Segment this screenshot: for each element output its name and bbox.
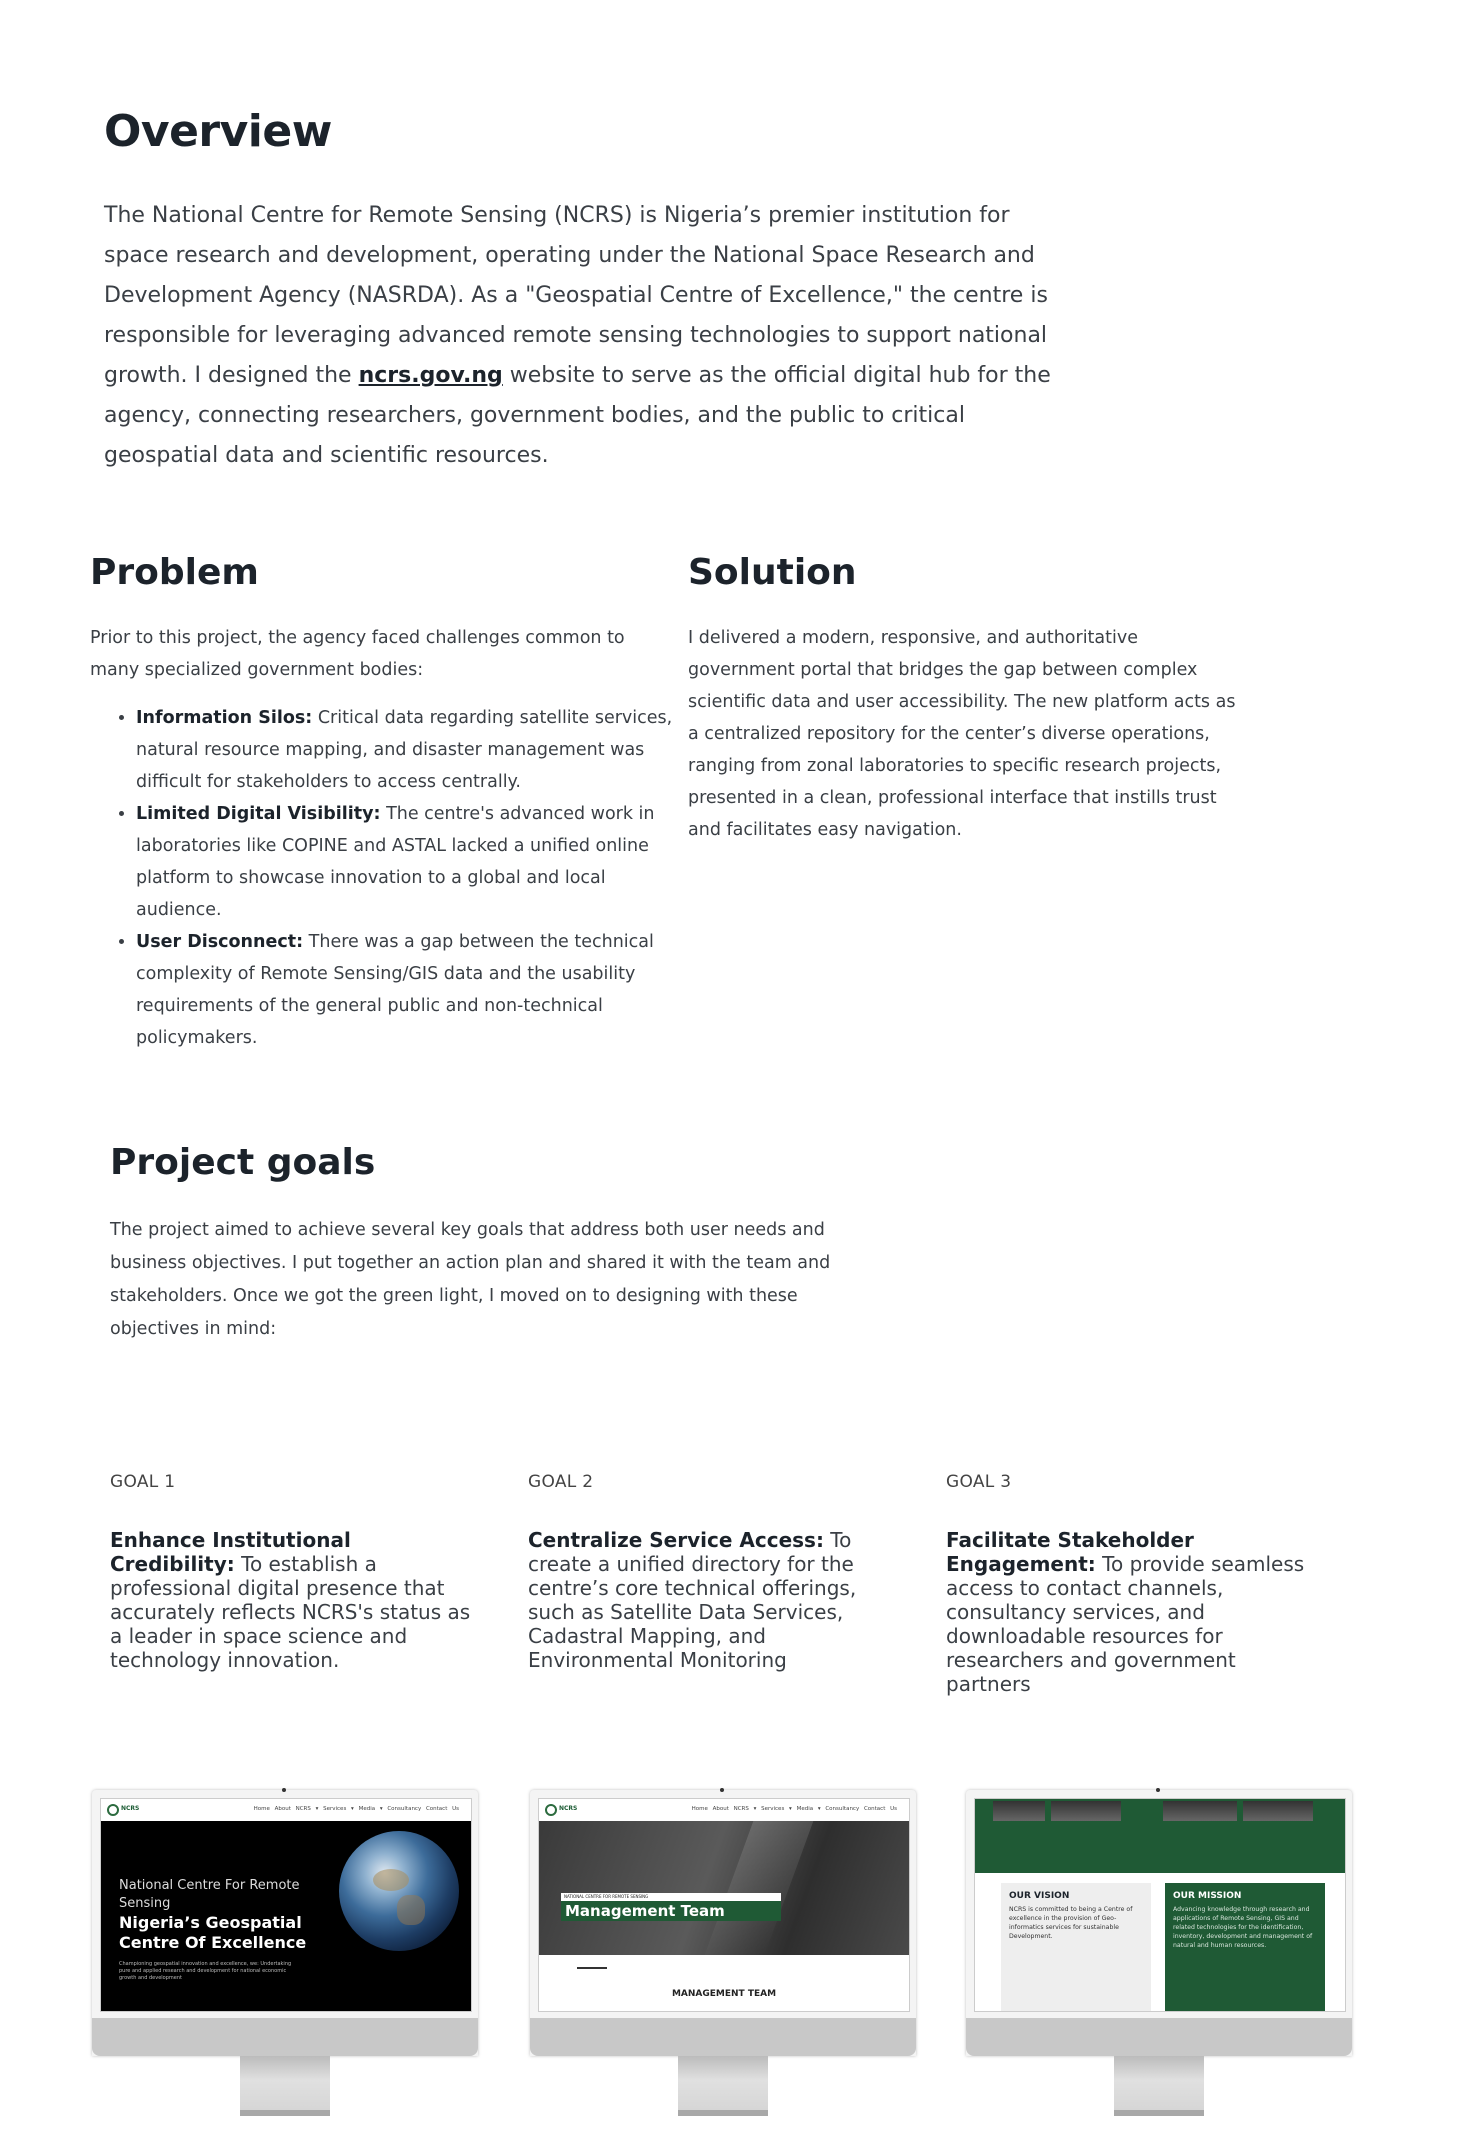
- problem-title: Problem: [90, 552, 259, 593]
- vision-card: [1001, 1883, 1151, 2011]
- overview-title: Overview: [104, 106, 332, 157]
- goal-2-text: [528, 1528, 898, 1672]
- earth-image: [339, 1831, 459, 1951]
- hero-section: [539, 1821, 909, 1955]
- hero-kicker: National Centre For Remote Sensing: [119, 1878, 300, 1911]
- monitor-mockup-vision-mission: [966, 1790, 1352, 2120]
- monitor-stand: [1114, 2056, 1204, 2116]
- logo-text: NCRS: [559, 1805, 578, 1812]
- problem-intro: Prior to this project, the agency faced challenges common to many specialized government bodies:: [90, 628, 625, 680]
- project-goals-title: Project goals: [110, 1142, 376, 1183]
- photo-thumb: [993, 1801, 1045, 1821]
- problem-term: User Disconnect:: [136, 932, 304, 952]
- vision-title: OUR VISION: [1009, 1891, 1070, 1901]
- problem-text: The centre's advanced work in laboratories like COPINE and ASTAL lacked a unified online platform to showcase innovation to a global and local audience.: [136, 804, 655, 920]
- overview-text: [104, 196, 1064, 476]
- goal-desc: To provide seamless access to contact channels, consultancy services, and downloadable resources for researchers and government partners: [946, 1552, 1305, 1696]
- problem-list: [110, 702, 676, 1054]
- mission-card: [1165, 1883, 1325, 2011]
- goal-term: Enhance Institutional Credibility:: [110, 1528, 351, 1576]
- monitor-stand: [678, 2056, 768, 2116]
- monitor-chin: [92, 2018, 478, 2056]
- goal-1-label: GOAL 1: [110, 1472, 176, 1492]
- goal-1-text: [110, 1528, 480, 1672]
- monitor-mockup-management: [530, 1790, 916, 2120]
- ncrs-logo-icon: [107, 1804, 119, 1816]
- photo-thumb: [1243, 1801, 1313, 1821]
- camera-dot: [1156, 1788, 1160, 1792]
- goal-2-label: GOAL 2: [528, 1472, 594, 1492]
- list-item: [136, 702, 676, 798]
- goal-desc: To create a unified directory for the centre’s core technical offerings, such as Satellite Data Services, Cadastral Mapping, and Environmental Monitoring: [528, 1528, 857, 1672]
- mission-title: OUR MISSION: [1173, 1891, 1242, 1901]
- divider: [577, 1967, 607, 1969]
- hero-section: [101, 1821, 471, 2011]
- solution-title: Solution: [688, 552, 857, 593]
- project-goals-text: The project aimed to achieve several key goals that address both user needs and business objectives. I put together an action plan and shared it with the team and stakeholders. Once we got the green light, I moved on to designing with these objectives in mind:: [110, 1220, 831, 1339]
- monitor-screen: [538, 1798, 910, 2012]
- solution-text: I delivered a modern, responsive, and authoritative government portal that bridges the gap between complex scientific data and user accessibility. The new platform acts as a centralized repository for the center’s diverse operations, ranging from zonal laboratories to specific research projects, presented in a clean, professional interface that instills trust and facilitates easy navigation.: [688, 628, 1236, 840]
- hero-eyebrow: NATIONAL CENTRE FOR REMOTE SENSING: [561, 1893, 781, 1901]
- list-item: [136, 798, 676, 926]
- ncrs-logo-icon: [545, 1804, 557, 1816]
- goal-3-text: [946, 1528, 1316, 1696]
- ncrs-website-link[interactable]: ncrs.gov.ng: [358, 363, 503, 388]
- list-item: [136, 926, 676, 1054]
- camera-dot: [720, 1788, 724, 1792]
- site-nav: [101, 1799, 471, 1822]
- vision-text: NCRS is committed to being a Centre of excellence in the provision of Geo-informatics services for sustainable Development.: [1009, 1906, 1133, 1940]
- problem-term: Information Silos:: [136, 708, 313, 728]
- logo-text: NCRS: [121, 1805, 140, 1812]
- problem-term: Limited Digital Visibility:: [136, 804, 381, 824]
- monitor-stand: [240, 2056, 330, 2116]
- problem-text: Critical data regarding satellite services, natural resource mapping, and disaster management was difficult for stakeholders to access centrally.: [136, 708, 673, 792]
- hero-headline: Nigeria’s Geospatial Centre Of Excellence: [119, 1913, 307, 1952]
- overview-text-before: The National Centre for Remote Sensing (NCRS) is Nigeria’s premier institution for space research and development, operating under the National Space Research and Development Agency (NASRDA). As a "Geospatial Centre of Excellence," the centre is responsible for leveraging advanced remote sensing technologies to support national growth. I designed the: [104, 203, 1048, 388]
- hero-subtext: Championing geospatial innovation and excellence, we: Undertaking pure and applied research and development for national economic growth and development: [119, 1961, 292, 1981]
- overview-text-after: website to serve as the official digital hub for the agency, connecting researchers, government bodies, and the public to critical geospatial data and scientific resources.: [104, 363, 1051, 468]
- goal-term: Facilitate Stakeholder Engagement:: [946, 1528, 1194, 1576]
- hero-headline: Management Team: [561, 1901, 781, 1921]
- camera-dot: [282, 1788, 286, 1792]
- photo-thumb: [1163, 1801, 1237, 1821]
- mission-text: Advancing knowledge through research and applications of Remote Sensing, GIS and related technologies for the identification, inventory, development and management of natural and human resources.: [1173, 1906, 1313, 1949]
- goal-desc: To establish a professional digital presence that accurately reflects NCRS's status as a leader in space science and technology innovation.: [110, 1552, 471, 1672]
- nav-links: Home About NCRS ▾ Services ▾ Media ▾ Consultancy Contact Us: [253, 1806, 459, 1812]
- monitor-screen: [974, 1798, 1346, 2012]
- photo-thumb: [1051, 1801, 1121, 1821]
- monitor-chin: [966, 2018, 1352, 2056]
- problem-text: There was a gap between the technical complexity of Remote Sensing/GIS data and the usability requirements of the general public and non-technical policymakers.: [136, 932, 654, 1048]
- goal-3-label: GOAL 3: [946, 1472, 1012, 1492]
- nav-links: Home About NCRS ▾ Services ▾ Media ▾ Consultancy Contact Us: [691, 1806, 897, 1812]
- photo-strip: [975, 1799, 1345, 1825]
- site-nav: [539, 1799, 909, 1822]
- section-heading: MANAGEMENT TEAM: [671, 1989, 777, 1999]
- monitor-screen: [100, 1798, 472, 2012]
- goal-term: Centralize Service Access:: [528, 1528, 824, 1552]
- monitor-chin: [530, 2018, 916, 2056]
- monitor-mockup-home: [92, 1790, 478, 2120]
- green-band: [975, 1825, 1345, 1873]
